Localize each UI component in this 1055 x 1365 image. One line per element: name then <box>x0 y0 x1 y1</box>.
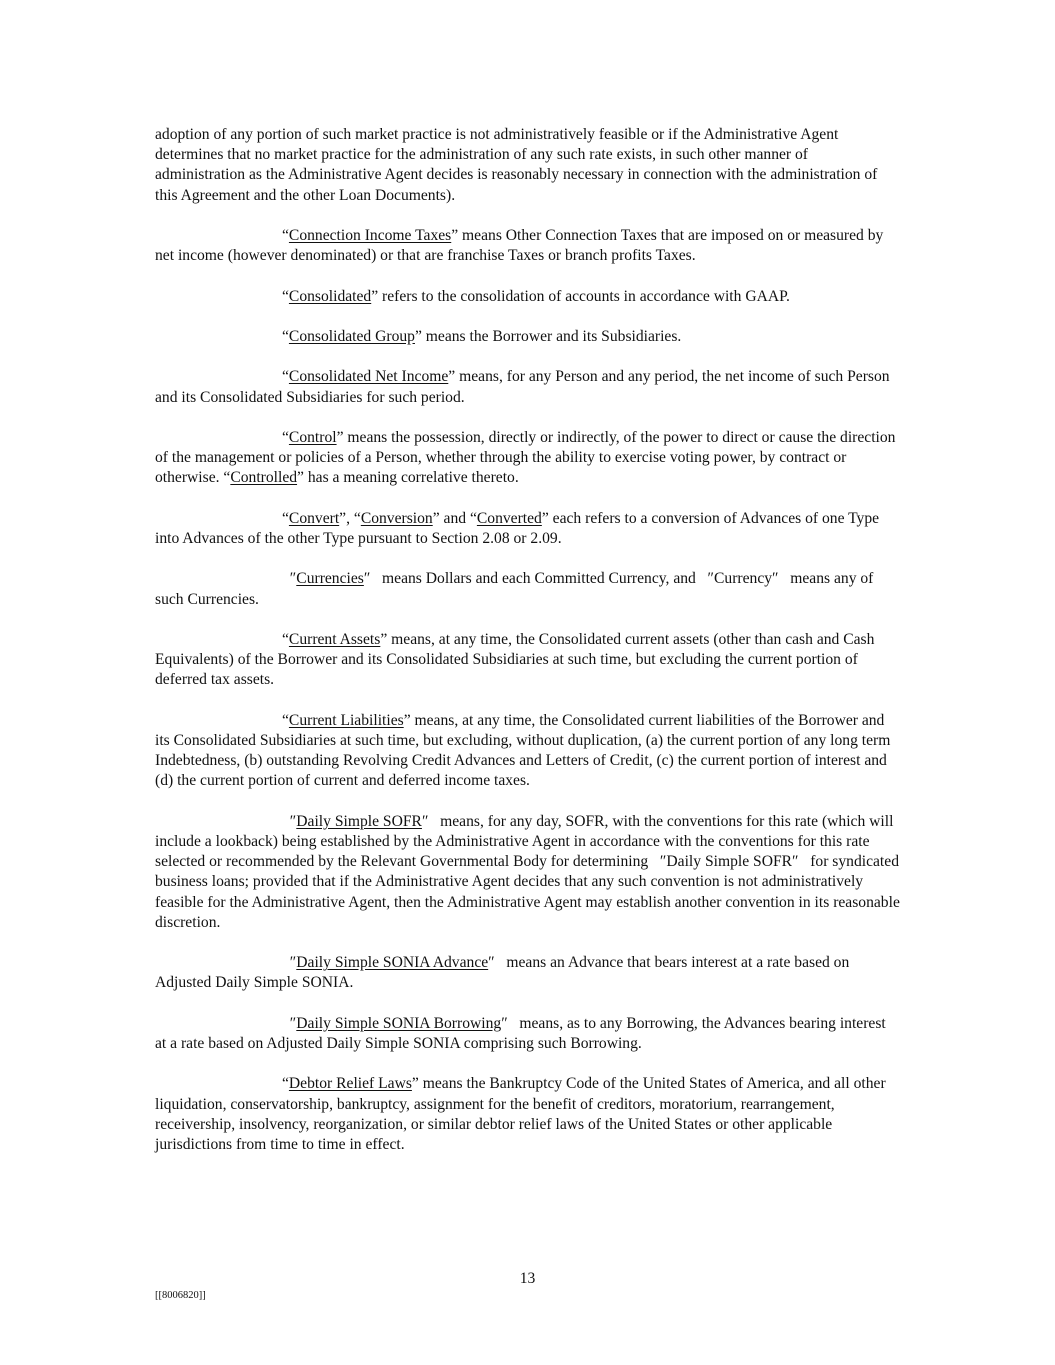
defined-term: Convert <box>288 509 340 527</box>
defined-term: Controlled <box>230 469 298 487</box>
definition-text: ” each refers to a conversion of Advances of one Type into Advances of the other Type pursuant to Section 2.08 or 2.09. <box>155 509 880 547</box>
open-quote: “ <box>282 227 289 244</box>
defined-term: Consolidated <box>288 287 372 305</box>
definition-currencies <box>155 569 900 609</box>
open-quote: “ <box>282 287 289 305</box>
page-number: 13 <box>519 1270 536 1287</box>
definition-text: ” means the possession, directly or indirectly, of the power to direct or cause the direction of the management or policies of a Person, whether through the ability to exercise voting power, by contract or otherwise. “ <box>155 428 896 487</box>
defined-term: Connection Income Taxes <box>288 227 452 244</box>
definition-daily-simple-sofr <box>155 812 900 933</box>
open-quote: “ <box>282 1075 289 1093</box>
defined-term: Current Assets <box>288 630 381 648</box>
definition-text: ”, “ <box>339 509 361 527</box>
defined-term: Control <box>288 428 337 446</box>
definition-text: ” means Other Connection Taxes that are imposed on or measured by net income (however denominated) or that are franchise Taxes or branch profits Taxes. <box>155 227 884 265</box>
definition-text: ” and “ <box>432 509 477 527</box>
definition-consolidated-net-income <box>155 367 900 407</box>
definition-connection-income-taxes <box>155 226 900 266</box>
definition-consolidated-group <box>155 327 900 347</box>
definition-text: ” means the Bankruptcy Code of the United States of America, and all other liquidation, conservatorship, bankruptcy, assignment for the benefit of creditors, moratorium, rearrangement, receivership, insolvency, reorganization, or similar debtor relief laws of the United States or other applicable jurisdictions from time to time in effect. <box>155 1075 886 1153</box>
definition-text: ″ means Dollars and each Committed Currency, and ″Currency″ means any of such Currencies. <box>155 570 874 608</box>
definition-daily-simple-sonia-advance <box>155 953 900 993</box>
open-quote: “ <box>282 428 289 446</box>
definition-daily-simple-sonia-borrowing <box>155 1014 900 1054</box>
defined-term: Daily Simple SOFR <box>296 812 422 830</box>
definition-consolidated <box>155 287 900 307</box>
defined-term: Consolidated Group <box>288 327 415 345</box>
open-quote: “ <box>282 630 289 648</box>
definition-text: ” means, for any Person and any period, the net income of such Person and its Consolidated Subsidiaries for such period. <box>155 368 890 406</box>
open-quote: ″ <box>282 1014 297 1032</box>
defined-term: Converted <box>476 509 542 527</box>
defined-term: Currencies <box>296 570 364 588</box>
definition-current-assets <box>155 630 900 691</box>
open-quote: “ <box>282 711 289 729</box>
open-quote: ″ <box>282 954 297 972</box>
open-quote: “ <box>282 327 289 345</box>
defined-term: Current Liabilities <box>288 711 404 729</box>
defined-term: Daily Simple SONIA Advance <box>296 954 489 972</box>
defined-term: Conversion <box>360 509 433 527</box>
definition-current-liabilities <box>155 711 900 792</box>
definition-text: ″ means, for any day, SOFR, with the conventions for this rate (which will include a lookback) being established by the Administrative Agent in accordance with the conventions for this rate selected or recommended by the Relevant Governmental Body for determining ″Daily Simple SOFR″ for syndicated business loans; provided that if the Administrative Agent decides that any such convention is not administratively feasible for the Administrative Agent, then the Administrative Agent may establish another convention in its reasonable discretion. <box>155 812 900 931</box>
open-quote: “ <box>282 509 289 527</box>
open-quote: ″ <box>282 812 297 830</box>
definition-debtor-relief-laws <box>155 1074 900 1155</box>
definition-text: ″ means an Advance that bears interest at a rate based on Adjusted Daily Simple SONIA. <box>155 954 850 992</box>
definition-convert <box>155 509 900 549</box>
definition-text: ” means, at any time, the Consolidated current assets (other than cash and Cash Equivalents) of the Borrower and its Consolidated Subsidiaries at such time, but excluding the current portion of deferred tax assets. <box>155 630 875 689</box>
open-quote: “ <box>282 368 289 386</box>
continuation-paragraph: adoption of any portion of such market practice is not administratively feasible or if the Administrative Agent determines that no market practice for the administration of any such rate exists, in such other manner of administration as the Administrative Agent decides is reasonably necessary in connection with the administration of this Agreement and the other Loan Documents). <box>155 126 878 204</box>
document-body <box>155 125 900 1175</box>
definition-text: ” refers to the consolidation of accounts in accordance with GAAP. <box>371 287 790 305</box>
definition-text: ” has a meaning correlative thereto. <box>297 469 519 487</box>
definition-text: ″ means, as to any Borrowing, the Advances bearing interest at a rate based on Adjusted Daily Simple SONIA comprising such Borrowing. <box>155 1014 886 1052</box>
open-quote: ″ <box>282 570 297 588</box>
definition-text: ” means, at any time, the Consolidated current liabilities of the Borrower and its Consolidated Subsidiaries at such time, but excluding, without duplication, (a) the current portion of any long term Indebtedness, (b) outstanding Revolving Credit Advances and Letters of Credit, (c) the current portion of interest and (d) the current portion of current and deferred income taxes. <box>155 711 891 790</box>
defined-term: Daily Simple SONIA Borrowing <box>296 1014 502 1032</box>
definition-control <box>155 428 900 489</box>
defined-term: Debtor Relief Laws <box>288 1075 412 1093</box>
document-id: [[8006820]] <box>155 1290 206 1301</box>
definition-text: ” means the Borrower and its Subsidiaries. <box>414 327 682 345</box>
defined-term: Consolidated Net Income <box>288 368 449 386</box>
